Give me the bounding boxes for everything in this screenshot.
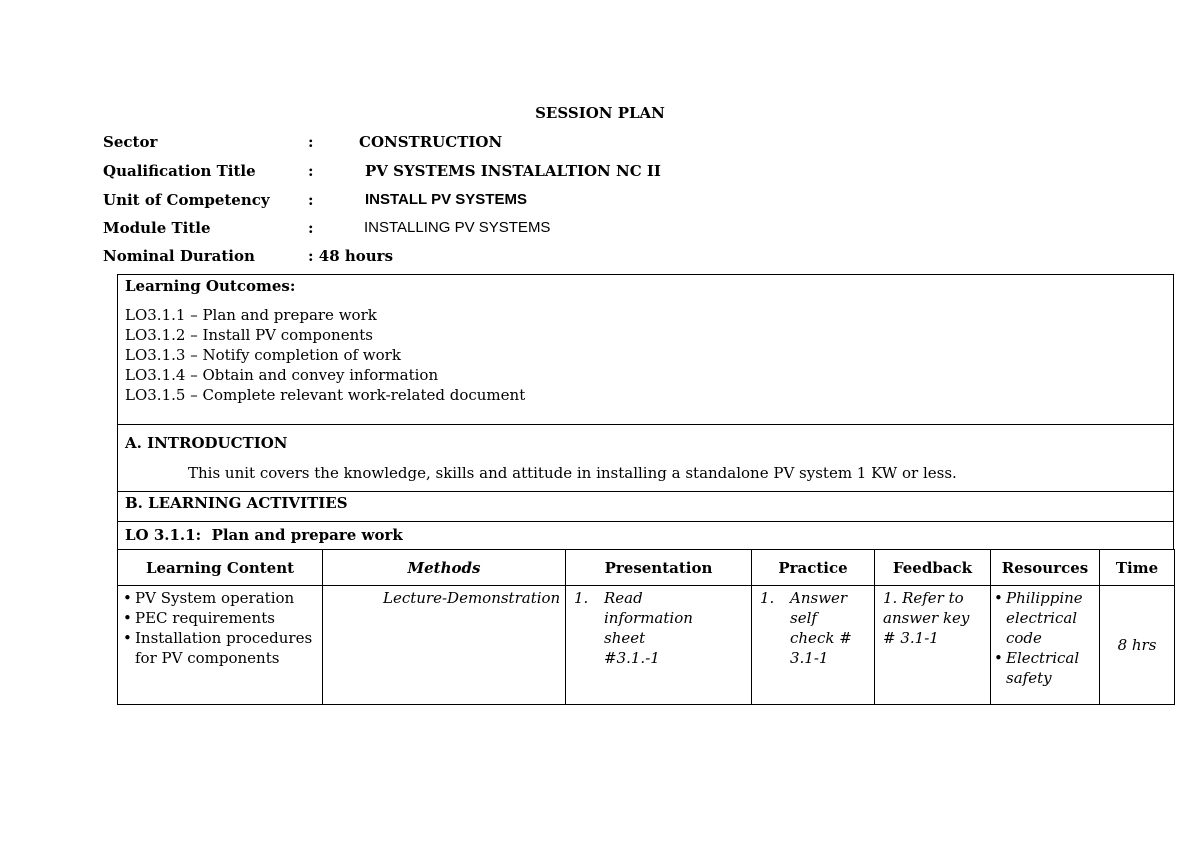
column-header: Methods <box>323 550 566 586</box>
column-header: Learning Content <box>118 550 323 586</box>
duration-value: : 48 hours <box>308 247 394 265</box>
sector-colon: : <box>308 133 314 151</box>
presentation-cell <box>566 586 752 705</box>
table-header-row <box>118 550 1175 586</box>
module-colon: : <box>308 219 314 237</box>
sector-value: CONSTRUCTION <box>359 133 503 151</box>
column-header: Time <box>1100 550 1175 586</box>
learning-activities-box <box>117 491 1174 522</box>
list-item: • PV System operation <box>123 588 322 608</box>
learning-outcome-item: LO3.1.3 – Notify completion of work <box>125 346 401 364</box>
learning-outcome-item: LO3.1.4 – Obtain and convey information <box>125 366 439 384</box>
column-header: Presentation <box>566 550 752 586</box>
learning-outcomes-heading: Learning Outcomes: <box>125 277 296 295</box>
module-label: Module Title <box>103 219 211 237</box>
introduction-heading: A. INTRODUCTION <box>125 434 288 452</box>
learning-outcome-item: LO3.1.5 – Complete relevant work-related document <box>125 386 526 404</box>
practice-number: 1. <box>760 589 775 607</box>
learning-outcome-item: LO3.1.1 – Plan and prepare work <box>125 306 377 324</box>
resources-cell <box>991 586 1100 705</box>
learning-activities-table <box>117 549 1175 705</box>
qualification-colon: : <box>308 162 314 180</box>
unit-value: INSTALL PV SYSTEMS <box>365 191 527 208</box>
lo-section-heading: LO 3.1.1: Plan and prepare work <box>125 526 403 544</box>
practice-cell <box>752 586 875 705</box>
list-item: • Philippine electrical code <box>994 588 1099 648</box>
learning-outcomes-box <box>117 274 1174 425</box>
duration-label: Nominal Duration <box>103 247 255 265</box>
document-title: SESSION PLAN <box>535 104 665 122</box>
module-value: INSTALLING PV SYSTEMS <box>364 219 551 236</box>
table-row <box>118 586 1175 705</box>
list-item: • Electrical safety <box>994 648 1099 688</box>
feedback-text: 1. Refer to answer key # 3.1-1 <box>883 589 970 647</box>
lo-section-box <box>117 521 1174 550</box>
column-header: Resources <box>991 550 1100 586</box>
list-item: • PEC requirements <box>123 608 322 628</box>
qualification-label: Qualification Title <box>103 162 256 180</box>
feedback-cell <box>875 586 991 705</box>
learning-outcome-item: LO3.1.2 – Install PV components <box>125 326 373 344</box>
presentation-number: 1. <box>574 589 589 607</box>
sector-label: Sector <box>103 133 158 151</box>
introduction-body: This unit covers the knowledge, skills and attitude in installing a standalone PV system 1 KW or less. <box>188 464 957 482</box>
introduction-box <box>117 424 1174 492</box>
learning-outcomes-list <box>125 305 525 405</box>
practice-text: Answer self check # 3.1-1 <box>790 589 852 667</box>
learning-activities-heading: B. LEARNING ACTIVITIES <box>125 494 348 512</box>
list-item: • Installation procedures for PV components <box>123 628 322 668</box>
column-header: Practice <box>752 550 875 586</box>
time-cell: 8 hrs <box>1100 586 1175 705</box>
qualification-value: PV SYSTEMS INSTALALTION NC II <box>365 162 661 180</box>
methods-cell: Lecture-Demonstration <box>323 586 566 705</box>
presentation-text: Read information sheet #3.1.-1 <box>604 589 693 667</box>
unit-label: Unit of Competency <box>103 191 270 209</box>
column-header: Feedback <box>875 550 991 586</box>
learning-content-cell <box>118 586 323 705</box>
unit-colon: : <box>308 191 314 209</box>
